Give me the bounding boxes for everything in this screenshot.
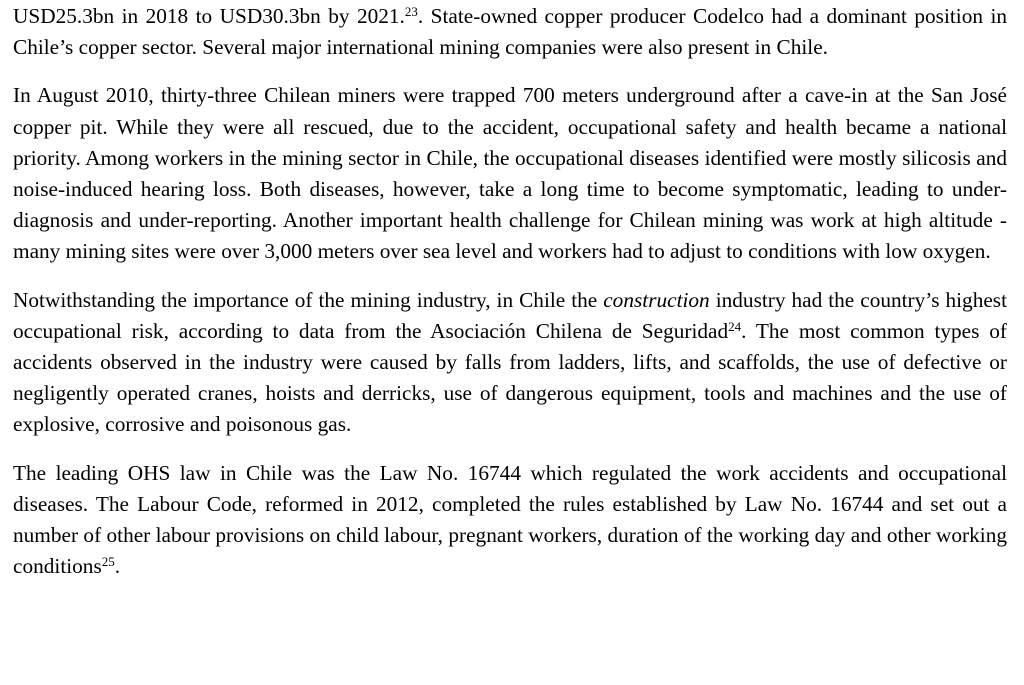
paragraph-text: Notwithstanding the importance of the mining industry, in Chile the (13, 287, 604, 312)
paragraph-text: In August 2010, thirty-three Chilean miners were trapped 700 meters underground after a cave-in at the San José copper pit. While they were all rescued, due to the accident, occupational safety and health became a national priority. Among workers in the mining sector in Chile, the occupational diseases identified were mostly silicosis and noise-induced hearing loss. Both diseases, however, take a long time to become symptomatic, leading to under-diagnosis and under-reporting. Another important health challenge for Chilean mining was work at high altitude - many mining sites were over 3,000 meters over sea level and workers had to adjust to conditions with low oxygen. (13, 83, 1007, 264)
paragraph-text: industry had the country’s highest occupational risk, according to data from the Asociación Chilena de Seguridad (13, 287, 1008, 343)
paragraph-text: . State-owned copper producer Codelco had a dominant position in Chile’s copper sector. Several major international mining companies were also present in Chile. (13, 4, 1008, 60)
paragraph (13, 458, 1007, 583)
footnote-ref[interactable]: 25 (101, 554, 115, 570)
emphasized-text: construction (603, 287, 710, 312)
paragraph (13, 1, 1007, 63)
footnote-ref[interactable]: 23 (404, 3, 418, 19)
paragraph (13, 285, 1007, 441)
footnote-ref[interactable]: 24 (728, 318, 742, 334)
paragraph-text: USD25.3bn in 2018 to USD30.3bn by 2021. (13, 4, 405, 28)
paragraph-text: . (114, 554, 121, 579)
paragraph-text: . The most common types of accidents observed in the industry were caused by falls from ladders, lifts, and scaffolds, the use of defective or negligently operated cranes, hoists and derricks, use of dangerous equipment, tools and machines and the use of explosive, corrosive and poisonous gas. (13, 318, 1007, 437)
paragraph (13, 80, 1007, 267)
paragraph-text: The leading OHS law in Chile was the Law No. 16744 which regulated the work accidents and occupational diseases. The Labour Code, reformed in 2012, completed the rules established by Law No. 16744 and set out a number of other labour provisions on child labour, pregnant workers, duration of the working day and other working conditions (13, 460, 1007, 579)
document-body (13, 0, 1007, 599)
